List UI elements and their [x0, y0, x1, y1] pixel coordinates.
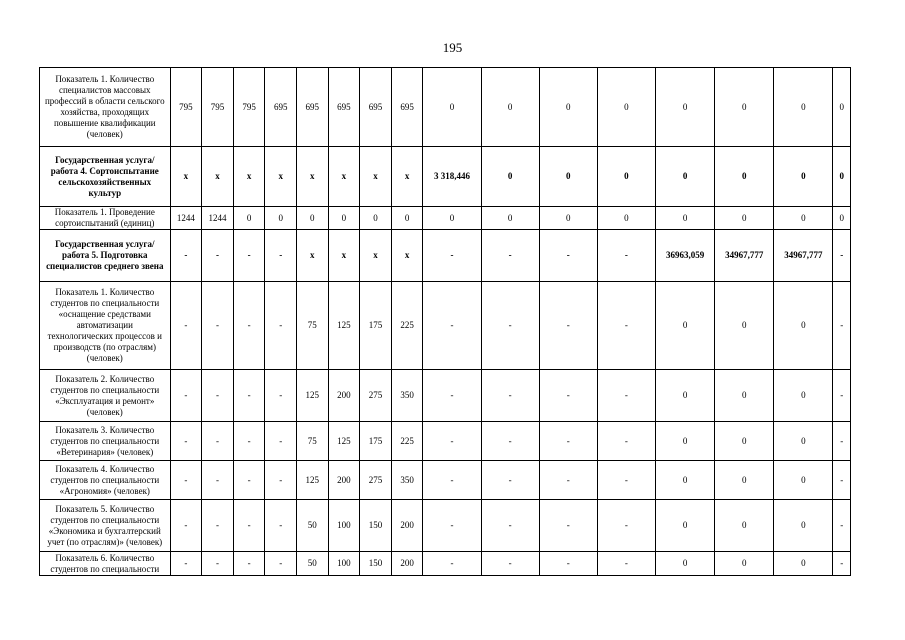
table-cell: - — [202, 282, 234, 370]
indicator-row — [40, 370, 851, 422]
table-cell: - — [265, 500, 297, 552]
indicator-row — [40, 422, 851, 461]
table-cell: 0 — [715, 147, 774, 207]
table-cell: 0 — [774, 370, 833, 422]
table-cell: х — [360, 147, 392, 207]
indicator-row — [40, 552, 851, 576]
table-cell: - — [833, 370, 851, 422]
table-cell: - — [170, 230, 202, 282]
table-cell: 275 — [360, 461, 392, 500]
table-cell: - — [833, 422, 851, 461]
table-cell: - — [265, 552, 297, 576]
table-cell: 225 — [391, 422, 423, 461]
table-cell: 0 — [774, 147, 833, 207]
table-cell: 0 — [423, 207, 481, 230]
table-cell: 0 — [391, 207, 423, 230]
table-cell: х — [328, 147, 360, 207]
table-cell: 200 — [391, 552, 423, 576]
table-cell: 100 — [328, 552, 360, 576]
table-cell: 0 — [656, 461, 715, 500]
table-cell: 0 — [597, 147, 655, 207]
row-label: Показатель 1. Проведение сортоиспытаний (единиц) — [40, 207, 171, 230]
table-cell: - — [170, 552, 202, 576]
table-cell: - — [202, 461, 234, 500]
table-cell: - — [833, 282, 851, 370]
table-cell: 0 — [481, 147, 539, 207]
table-cell: 0 — [597, 68, 655, 147]
table-cell: 795 — [202, 68, 234, 147]
table-cell: - — [481, 500, 539, 552]
budget-table — [39, 67, 851, 576]
table-cell: - — [202, 370, 234, 422]
table-cell: 150 — [360, 500, 392, 552]
table-cell: - — [539, 282, 597, 370]
table-cell: - — [833, 461, 851, 500]
table-cell: - — [481, 461, 539, 500]
table-cell: х — [391, 230, 423, 282]
service-row — [40, 147, 851, 207]
table-cell: 0 — [656, 422, 715, 461]
table-cell: 0 — [297, 207, 329, 230]
table-cell: - — [539, 461, 597, 500]
table-cell: - — [481, 370, 539, 422]
table-cell: 1244 — [170, 207, 202, 230]
table-cell: - — [202, 422, 234, 461]
table-cell: 0 — [597, 207, 655, 230]
table-cell: - — [423, 461, 481, 500]
table-cell: 695 — [391, 68, 423, 147]
table-cell: 0 — [774, 500, 833, 552]
row-label: Показатель 2. Количество студентов по специальности «Эксплуатация и ремонт» (человек) — [40, 370, 171, 422]
table-cell: - — [539, 230, 597, 282]
table-cell: 0 — [265, 207, 297, 230]
table-cell: - — [833, 500, 851, 552]
row-label: Показатель 1. Количество студентов по специальности «оснащение средствами автоматизации технологических процессов и производств (по отраслям) (человек) — [40, 282, 171, 370]
table-cell: 1244 — [202, 207, 234, 230]
table-cell: 0 — [656, 552, 715, 576]
table-cell: 34967,777 — [715, 230, 774, 282]
table-cell: 75 — [297, 282, 329, 370]
table-cell: - — [265, 370, 297, 422]
table-cell: х — [297, 230, 329, 282]
table-cell: - — [481, 552, 539, 576]
table-cell: - — [423, 422, 481, 461]
table-cell: - — [233, 282, 265, 370]
table-cell: 50 — [297, 500, 329, 552]
table-cell: 75 — [297, 422, 329, 461]
row-label: Показатель 5. Количество студентов по специальности «Экономика и бухгалтерский учет (по отраслям)» (человек) — [40, 500, 171, 552]
table-cell: 350 — [391, 370, 423, 422]
indicator-row — [40, 461, 851, 500]
table-cell: - — [597, 282, 655, 370]
table-cell: - — [833, 230, 851, 282]
table-cell: 0 — [481, 207, 539, 230]
table-cell: 0 — [539, 207, 597, 230]
table-cell: 200 — [391, 500, 423, 552]
table-cell: - — [233, 422, 265, 461]
table-cell: 0 — [774, 422, 833, 461]
row-label: Показатель 1. Количество специалистов массовых профессий в области сельского хозяйства, проходящих повышение квалификации (человек) — [40, 68, 171, 147]
table-cell: 3 318,446 — [423, 147, 481, 207]
table-cell: - — [170, 422, 202, 461]
table-cell: 200 — [328, 461, 360, 500]
table-cell: - — [597, 461, 655, 500]
table-cell: 0 — [715, 552, 774, 576]
table-cell: 125 — [328, 282, 360, 370]
table-cell: - — [539, 422, 597, 461]
page-number: 195 — [442, 40, 463, 55]
table-cell: х — [360, 230, 392, 282]
table-cell: х — [202, 147, 234, 207]
table-cell: 150 — [360, 552, 392, 576]
table-cell: - — [170, 370, 202, 422]
table-cell: - — [597, 422, 655, 461]
table-cell: 0 — [833, 68, 851, 147]
row-label: Показатель 4. Количество студентов по специальности «Агрономия» (человек) — [40, 461, 171, 500]
table-cell: 795 — [233, 68, 265, 147]
table-cell: 34967,777 — [774, 230, 833, 282]
table-cell: 795 — [170, 68, 202, 147]
table-cell: 0 — [774, 68, 833, 147]
table-cell: 695 — [360, 68, 392, 147]
indicator-row — [40, 68, 851, 147]
table-cell: 0 — [774, 282, 833, 370]
table-cell: - — [233, 230, 265, 282]
table-cell: х — [328, 230, 360, 282]
table-cell: - — [481, 422, 539, 461]
table-cell: 0 — [715, 500, 774, 552]
table-cell: - — [539, 552, 597, 576]
table-cell: 695 — [328, 68, 360, 147]
indicator-row — [40, 282, 851, 370]
indicator-row — [40, 207, 851, 230]
table-cell: 125 — [328, 422, 360, 461]
table-cell: - — [423, 552, 481, 576]
table-cell: - — [597, 552, 655, 576]
table-cell: 0 — [656, 370, 715, 422]
table-cell: 0 — [360, 207, 392, 230]
table-cell: 0 — [715, 461, 774, 500]
table-cell: х — [170, 147, 202, 207]
service-row — [40, 230, 851, 282]
table-cell: - — [423, 282, 481, 370]
table-cell: 0 — [423, 68, 481, 147]
table-cell: 200 — [328, 370, 360, 422]
table-cell: - — [423, 500, 481, 552]
table-cell: - — [423, 370, 481, 422]
table-cell: - — [597, 370, 655, 422]
table-cell: - — [233, 552, 265, 576]
table-cell: 0 — [715, 68, 774, 147]
table-cell: 0 — [233, 207, 265, 230]
table-cell: 36963,059 — [656, 230, 715, 282]
indicator-row — [40, 500, 851, 552]
row-label: Показатель 3. Количество студентов по специальности «Ветеринария» (человек) — [40, 422, 171, 461]
table-cell: 0 — [656, 147, 715, 207]
table-cell: - — [233, 461, 265, 500]
table-cell: - — [265, 282, 297, 370]
table-cell: 350 — [391, 461, 423, 500]
table-cell: - — [481, 230, 539, 282]
table-cell: 175 — [360, 422, 392, 461]
table-cell: 0 — [774, 552, 833, 576]
table-cell: 0 — [328, 207, 360, 230]
table-cell: 0 — [656, 500, 715, 552]
table-cell: 125 — [297, 370, 329, 422]
table-cell: - — [202, 230, 234, 282]
table-cell: - — [265, 422, 297, 461]
row-label: Государственная услуга/работа 5. Подготовка специалистов среднего звена — [40, 230, 171, 282]
table-cell: 0 — [656, 68, 715, 147]
table-cell: - — [597, 500, 655, 552]
table-cell: 0 — [481, 68, 539, 147]
table-cell: 0 — [715, 207, 774, 230]
table-cell: х — [233, 147, 265, 207]
table-cell: 50 — [297, 552, 329, 576]
table-cell: 100 — [328, 500, 360, 552]
row-label: Государственная услуга/работа 4. Сортоиспытание сельскохозяйственных культур — [40, 147, 171, 207]
table-cell: 0 — [833, 147, 851, 207]
table-cell: - — [233, 500, 265, 552]
table-cell: 0 — [774, 207, 833, 230]
table-cell: 0 — [656, 282, 715, 370]
table-cell: 695 — [297, 68, 329, 147]
table-cell: 175 — [360, 282, 392, 370]
table-cell: х — [297, 147, 329, 207]
table-cell: 695 — [265, 68, 297, 147]
row-label: Показатель 6. Количество студентов по специальности — [40, 552, 171, 576]
table-cell: 0 — [833, 207, 851, 230]
table-cell: х — [265, 147, 297, 207]
table-cell: - — [233, 370, 265, 422]
table-cell: 125 — [297, 461, 329, 500]
table-cell: - — [833, 552, 851, 576]
table-cell: - — [202, 500, 234, 552]
table-cell: 0 — [539, 147, 597, 207]
table-cell: 0 — [715, 422, 774, 461]
table-cell: 0 — [715, 370, 774, 422]
table-cell: - — [539, 500, 597, 552]
table-cell: - — [539, 370, 597, 422]
table-cell: - — [423, 230, 481, 282]
table-cell: 275 — [360, 370, 392, 422]
table-cell: 0 — [539, 68, 597, 147]
table-cell: - — [170, 500, 202, 552]
table-cell: 225 — [391, 282, 423, 370]
table-cell: - — [170, 461, 202, 500]
table-cell: - — [202, 552, 234, 576]
table-body — [40, 68, 851, 576]
table-cell: 0 — [715, 282, 774, 370]
table-cell: - — [265, 461, 297, 500]
table-cell: - — [170, 282, 202, 370]
table-cell: - — [597, 230, 655, 282]
table-cell: 0 — [656, 207, 715, 230]
table-cell: - — [481, 282, 539, 370]
table-cell: - — [265, 230, 297, 282]
table-cell: х — [391, 147, 423, 207]
table-cell: 0 — [774, 461, 833, 500]
